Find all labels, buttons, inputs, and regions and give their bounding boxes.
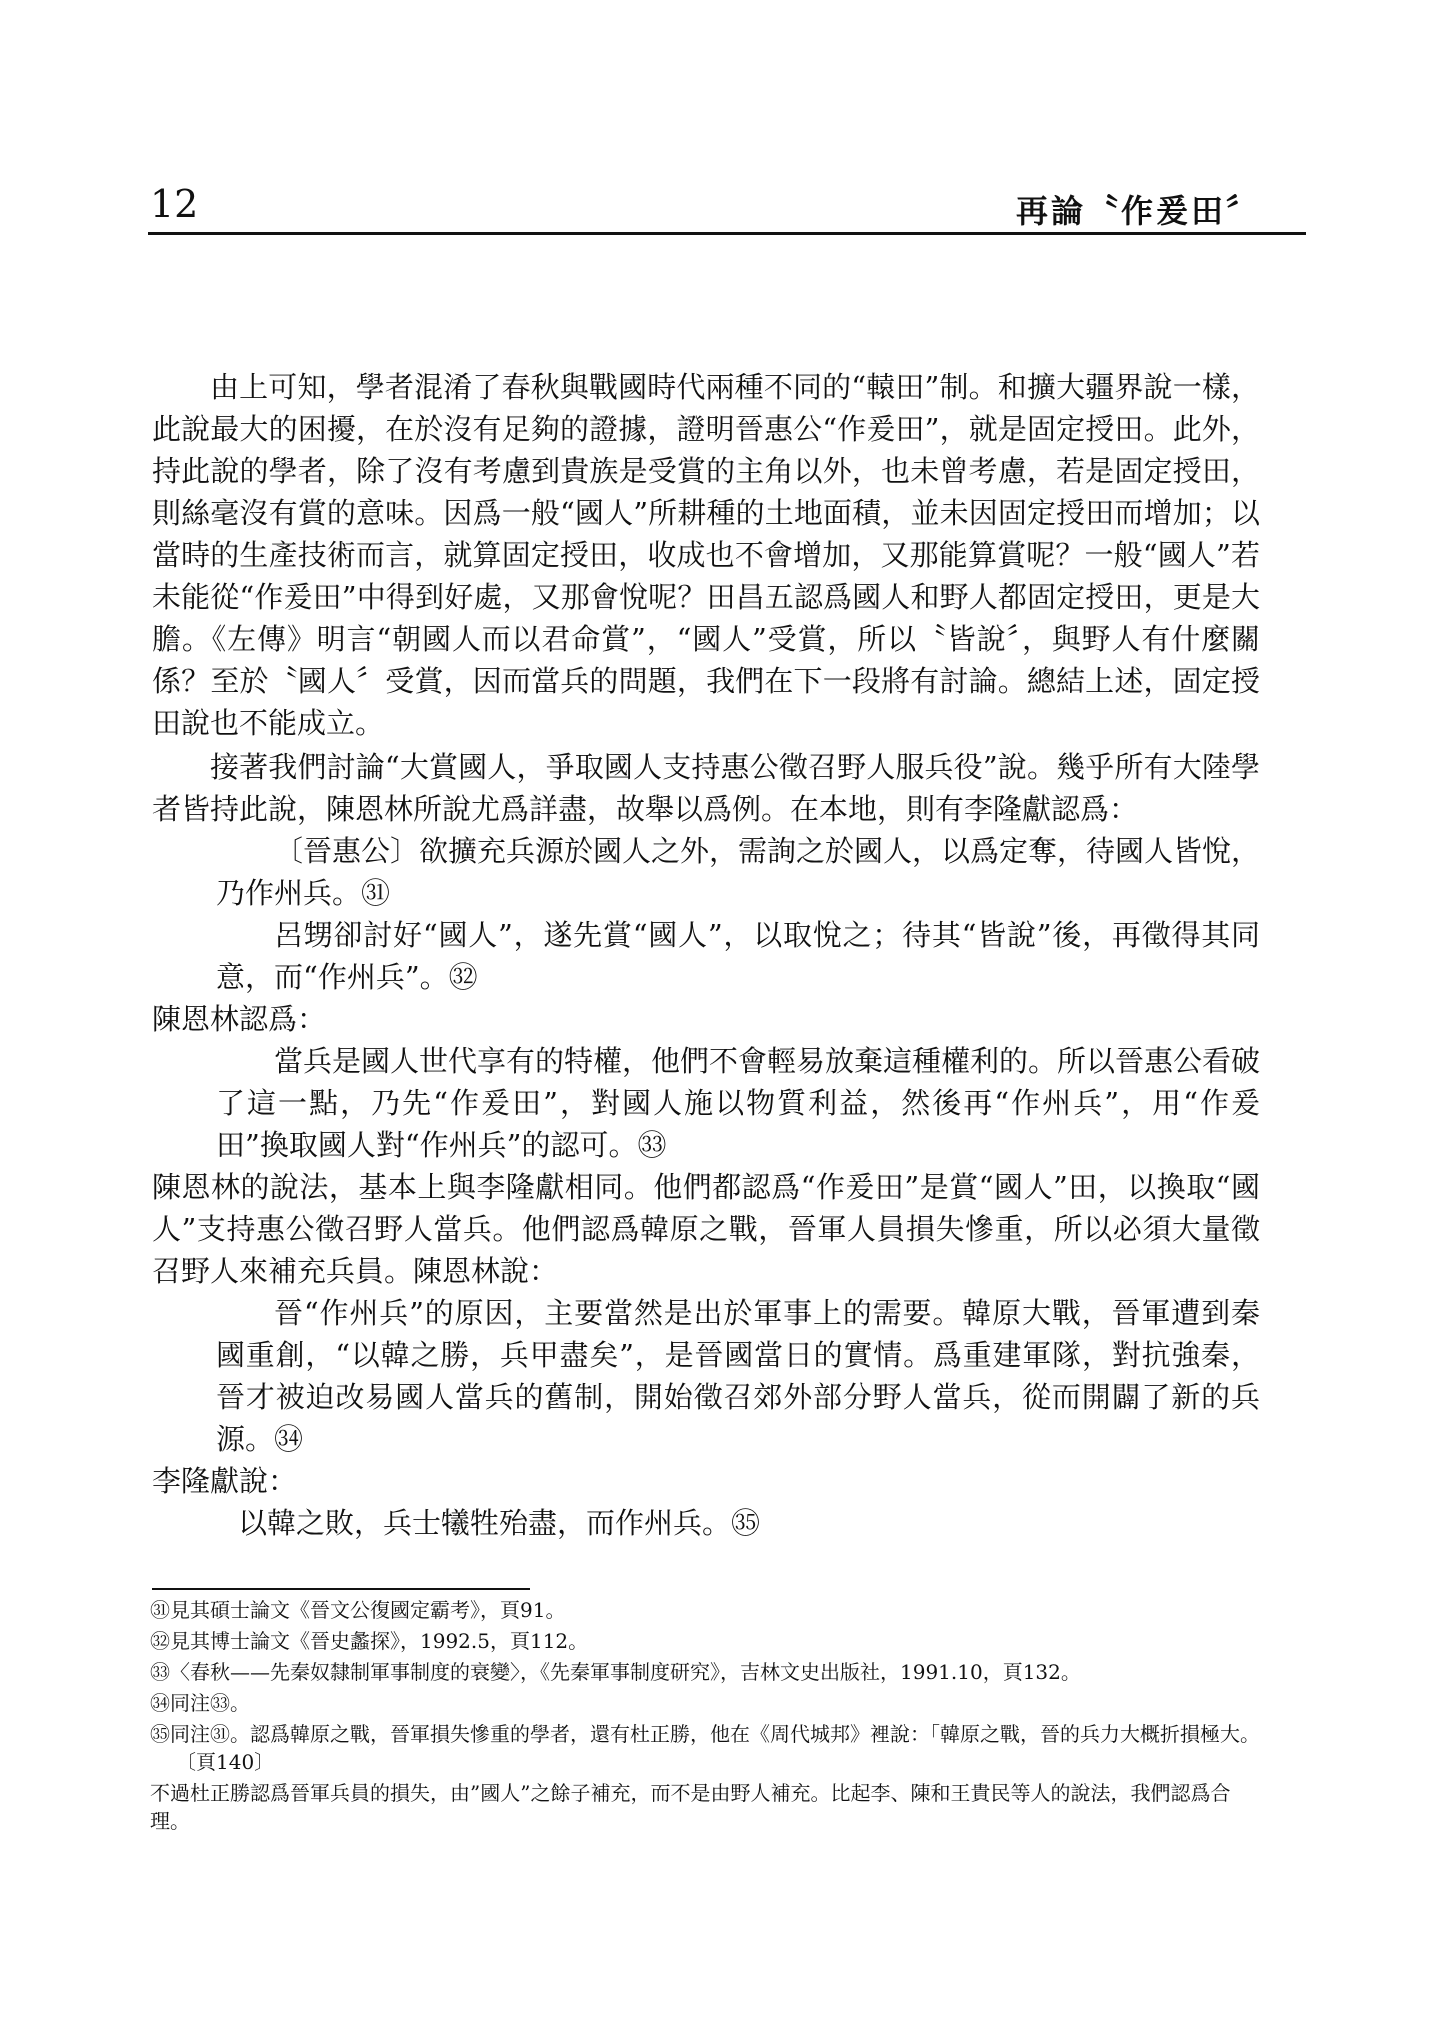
footnote-61: ㉛見其碩士論文《晉文公復國定霸考》，頁91。 bbox=[150, 1598, 566, 1622]
header-rule bbox=[148, 232, 1306, 235]
footnote-63: ㉝〈春秋——先秦奴隸制軍事制度的衰變〉，《先秦軍事制度研究》，吉林文史出版社，1991.10，頁132。 bbox=[150, 1660, 1081, 1684]
block-quote-1: 〔晉惠公〕欲擴充兵源於國人之外，需詢之於國人，以爲定奪，待國人皆悅，乃作州兵。㉛ bbox=[216, 834, 1261, 910]
body-text bbox=[152, 366, 1260, 1544]
footnote-65: ㉟同注㉛。認爲韓原之戰，晉軍損失慘重的學者，還有杜正勝，他在《周代城邦》裡說：「韓原之戰，晉的兵力大概折損極大。〔頁140〕 bbox=[150, 1722, 1260, 1774]
footnote-62: ㉜見其博士論文《晉史蠡探》，1992.5，頁112。 bbox=[150, 1629, 589, 1653]
lead-in-li: 李隆獻說： bbox=[152, 1464, 298, 1498]
block-quote-2: 呂甥卻討好“國人”，遂先賞“國人”，以取悅之；待其“皆說”後，再徵得其同意，而“作州兵”。㉜ bbox=[216, 918, 1260, 994]
block-quote-4: 晉“作州兵”的原因，主要當然是出於軍事上的需要。韓原大戰，晉軍遭到秦國重創，“以韓之勝，兵甲盡矣”，是晉國當日的實情。爲重建軍隊，對抗強秦，晉才被迫改易國人當兵的舊制，開始徵召郊外部分野人當兵，從而開闢了新的兵源。㉞ bbox=[216, 1296, 1260, 1456]
block-quote-3: 當兵是國人世代享有的特權，他們不會輕易放棄這種權利的。所以晉惠公看破了這一點，乃先“作爰田”，對國人施以物質利益，然後再“作州兵”，用“作爰田”換取國人對“作州兵”的認可。㉝ bbox=[216, 1044, 1261, 1162]
block-quote-5: 以韓之敗，兵士犧牲殆盡，而作州兵。㉟ bbox=[238, 1506, 761, 1540]
lead-in-chen: 陳恩林認爲： bbox=[152, 1002, 327, 1036]
footnote-64: ㉞同注㉝。 bbox=[150, 1691, 250, 1715]
paragraph-2: 接著我們討論“大賞國人，爭取國人支持惠公徵召野人服兵役”說。幾乎所有大陸學者皆持此說，陳恩林所說尤爲詳盡，故舉以爲例。在本地，則有李隆獻認爲： bbox=[152, 750, 1260, 826]
paragraph-1: 由上可知，學者混淆了春秋與戰國時代兩種不同的“轅田”制。和擴大疆界說一樣，此說最大的困擾，在於沒有足夠的證據，證明晉惠公“作爰田”，就是固定授田。此外，持此說的學者，除了沒有考慮到貴族是受賞的主角以外，也未曾考慮，若是固定授田，則絲毫沒有賞的意味。因爲一般“國人”所耕種的土地面積，並未因固定授田而增加；以當時的生產技術而言，就算固定授田，收成也不會增加，又那能算賞呢？一般“國人”若未能從“作爰田”中得到好處，又那會悅呢？田昌五認爲國人和野人都固定授田，更是大膽。《左傳》明言“朝國人而以君命賞”，“國人”受賞，所以〝皆說〞，與野人有什麼關係？至於〝國人〞受賞，因而當兵的問題，我們在下一段將有討論。總結上述，固定授田說也不能成立。 bbox=[152, 370, 1260, 740]
footnote-65-continued: 不過杜正勝認爲晉軍兵員的損失，由”國人”之餘子補充，而不是由野人補充。比起李、陳和王貴民等人的說法，我們認爲合理。 bbox=[150, 1781, 1231, 1833]
running-title: 再論〝作爰田〞 bbox=[1015, 192, 1261, 230]
paragraph-3: 陳恩林的說法，基本上與李隆獻相同。他們都認爲“作爰田”是賞“國人”田，以換取“國人”支持惠公徵召野人當兵。他們認爲韓原之戰，晉軍人員損失慘重，所以必須大量徵召野人來補充兵員。陳恩林說： bbox=[152, 1170, 1260, 1288]
footnotes bbox=[150, 1596, 1262, 1835]
page-number: 12 bbox=[150, 182, 199, 226]
footnote-rule bbox=[152, 1588, 530, 1590]
